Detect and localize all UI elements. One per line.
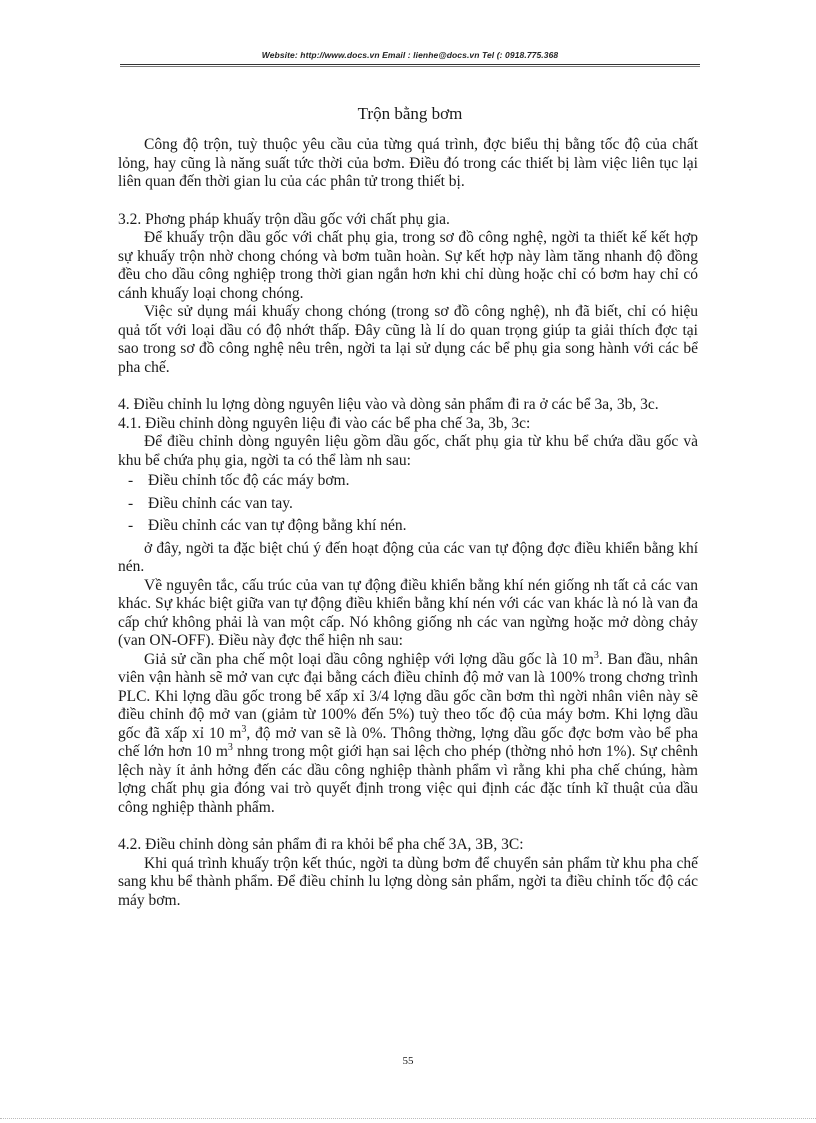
header-rule — [120, 64, 700, 65]
control-methods-list — [118, 472, 698, 536]
list-item: - Điều chỉnh tốc độ các máy bơm. — [118, 472, 698, 491]
example-text-b: . Ban đầu, nhân viên vận hành sẽ mở van cực đại bằng cách điều chỉnh độ mở van là 100% trong chơng trình PLC. Khi lợng dầu gốc trong bể xấp xỉ 3/4 lợng dầu gốc cần bơm thì ngời nhân viên này sẽ điều chỉnh độ mở van (giảm từ 100% đến 5%) tuỳ theo tốc độ của máy bơm. Khi lợng dầu gốc đã xấp xỉ 10 m — [118, 650, 698, 742]
paragraph-product-flow: Khi quá trình khuấy trộn kết thúc, ngời ta dùng bơm để chuyển sản phẩm từ khu pha chế sang khu bể thành phẩm. Để điều chỉnh lu lợng dòng sản phẩm, ngời ta điều chỉnh tốc độ các máy bơm. — [118, 854, 698, 909]
example-text-d: nhng trong một giới hạn sai lệch cho phép (thờng nhỏ hơn 1%). Sự chênh lệch này ít ảnh hởng đến các dầu công nghiệp thành phẩm vì rằng khi pha chế chúng, hàm lợng chất phụ gia đóng vai trò quyết định trong việc qui định các đặc tính kĩ thuật của dầu công nghiệp thành phẩm. — [118, 743, 698, 816]
document-body — [118, 136, 698, 910]
heading-4: 4. Điều chỉnh lu lợng dòng nguyên liệu vào và dòng sản phẩm đi ra ở các bể 3a, 3b, 3c. — [118, 396, 659, 413]
example-text-a: Giả sử cần pha chế một loại dầu công nghiệp với lợng dầu gốc là 10 m — [144, 650, 594, 668]
example-text-c: , độ mở van sẽ là 0%. Thông thờng, lợng dầu gốc đợc bơm vào bể pha chế lớn hơn 10 m — [118, 724, 698, 760]
heading-4-2: 4.2. Điều chỉnh dòng sản phẩm đi ra khỏi bể pha chế 3A, 3B, 3C: — [118, 836, 524, 853]
list-item: - Điều chỉnh các van tự động bằng khí nén. — [118, 517, 698, 536]
paragraph-mixing-design: Để khuấy trộn dầu gốc với chất phụ gia, trong sơ đồ công nghệ, ngời ta thiết kế kết hợp sự khuấy trộn nhờ chong chóng và bơm tuần hoàn. Sự kết hợp này làm tăng nhanh độ đồng đều cho dầu công nghiệp trong thời gian ngắn hơn khi chỉ dùng hoặc chỉ có bơm hay chỉ có cánh khuấy loại chong chóng. — [118, 229, 698, 302]
page-header: Website: http://www.docs.vn Email : lienhe@docs.vn Tel (: 0918.775.368 — [261, 50, 559, 60]
paragraph-pneumatic-valves: ở đây, ngời ta đặc biệt chú ý đến hoạt động của các van tự động đợc điều khiển bằng khí nén. — [118, 539, 698, 575]
paragraph-valve-principle: Về nguyên tắc, cấu trúc của van tự động điều khiển bằng khí nén giống nh tất cả các van khác. Sự khác biệt giữa van tự động điều khiển bằng khí nén với các van khác là nó là van đa cấp chứ không phải là van một cấp. Nó không giống nh các van ngừng hoặc mở dòng chảy (van ON-OFF). Điều này đợc thể hiện nh sau: — [118, 576, 698, 649]
bottom-border — [0, 1118, 816, 1119]
paragraph-feed-control: Để điều chỉnh dòng nguyên liệu gồm dầu gốc, chất phụ gia từ khu bể chứa dầu gốc và khu bể chứa phụ gia, ngời ta có thể làm nh sau: — [118, 433, 698, 469]
superscript-3: 3 — [593, 649, 599, 661]
section-title: Trộn bằng bơm — [357, 104, 463, 123]
heading-4-1: 4.1. Điều chỉnh dòng nguyên liệu đi vào các bể pha chế 3a, 3b, 3c: — [118, 414, 531, 432]
heading-3-2: 3.2. Phơng pháp khuấy trộn dầu gốc với chất phụ gia. — [118, 210, 450, 228]
superscript-3: 3 — [241, 723, 247, 735]
paragraph-propeller: Việc sử dụng mái khuấy chong chóng (trong sơ đồ công nghệ), nh đã biết, chỉ có hiệu quả tốt với loại dầu có độ nhớt thấp. Đây cũng là lí do quan trọng giúp ta giải thích đợc tại sao trong sơ đồ công nghệ nêu trên, ngời ta lại sử dụng các bể phụ gia song hành với các bể pha chế. — [118, 303, 698, 376]
paragraph-intro: Công độ trộn, tuỳ thuộc yêu cầu của từng quá trình, đợc biểu thị bằng tốc độ của chất lỏng, hay cũng là năng suất tức thời của bơm. Điều đó trong các thiết bị làm việc liên tục lại liên quan đến thời gian lu của các phân tử trong thiết bị. — [118, 136, 698, 190]
paragraph-example — [118, 651, 698, 818]
page-number: 55 — [402, 1055, 414, 1067]
header-rule-thin — [120, 66, 700, 67]
superscript-3: 3 — [227, 741, 233, 753]
list-item: - Điều chỉnh các van tay. — [118, 495, 698, 514]
